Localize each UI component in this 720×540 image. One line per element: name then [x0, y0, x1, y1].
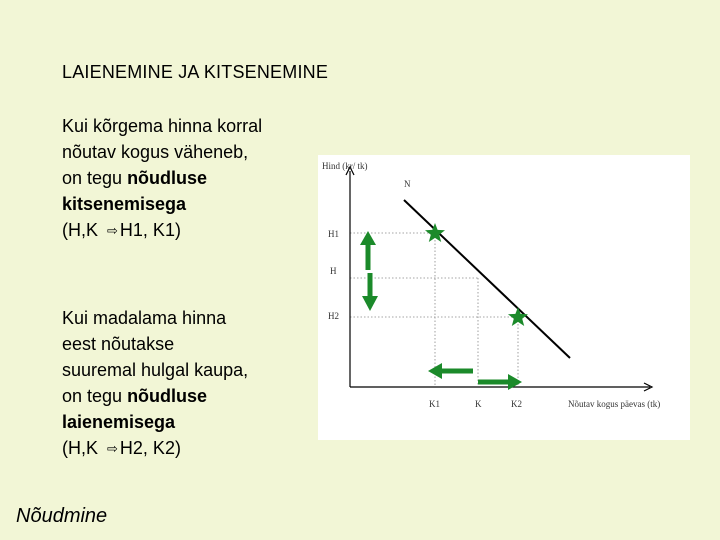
- contraction-notation-end: H1, K1): [119, 220, 181, 240]
- expansion-term-1: nõudluse: [127, 386, 208, 406]
- y-axis-label: Hind (kr/ tk): [322, 161, 368, 171]
- guide-lines: [350, 233, 518, 387]
- contraction-term-1: nõudluse: [127, 168, 208, 188]
- expansion-notation: [62, 435, 322, 462]
- contraction-line-1: Kui kõrgema hinna korral: [62, 116, 263, 136]
- quantity-label-k1: K1: [429, 399, 440, 409]
- right-arrow-icon: ⇨: [107, 223, 118, 238]
- star-point-h2k2: [508, 307, 528, 326]
- quantity-label-k2: K2: [511, 399, 522, 409]
- expansion-line-4: [62, 383, 322, 409]
- contraction-line-3-text: on tegu: [62, 168, 128, 188]
- expansion-notation-end: H2, K2): [119, 438, 181, 458]
- expansion-line-5: [62, 409, 322, 435]
- footer-label: Nõudmine: [16, 505, 108, 527]
- expansion-line-3: suuremal hulgal kaupa,: [62, 360, 249, 380]
- contraction-notation-start: (H,K: [62, 220, 104, 240]
- price-label-h2: H2: [328, 311, 339, 321]
- demand-diagram: [318, 155, 690, 440]
- price-up-arrow: [360, 231, 376, 270]
- contraction-term-2: kitsenemisega: [62, 194, 187, 214]
- expansion-notation-start: (H,K: [62, 438, 104, 458]
- quantity-label-k: K: [475, 399, 482, 409]
- price-label-h1: H1: [328, 229, 339, 239]
- price-label-h: H: [330, 266, 337, 276]
- expansion-paragraph: [62, 305, 322, 462]
- curve-label: N: [404, 179, 411, 189]
- contraction-line-4: [62, 191, 322, 217]
- price-down-arrow: [362, 273, 378, 311]
- contraction-line-2: nõutav kogus väheneb,: [62, 142, 249, 162]
- contraction-paragraph: [62, 113, 322, 244]
- quantity-right-arrow: [478, 374, 522, 390]
- star-point-h1k1: [425, 223, 445, 242]
- contraction-line-3: [62, 165, 322, 191]
- expansion-line-2: eest nõutakse: [62, 334, 175, 354]
- right-arrow-icon: ⇨: [107, 441, 118, 456]
- expansion-line-4-text: on tegu: [62, 386, 128, 406]
- contraction-notation: [62, 217, 322, 244]
- page-title: LAIENEMINE JA KITSENEMINE: [62, 62, 329, 82]
- demand-curve: [404, 200, 570, 358]
- demand-diagram-svg: [318, 155, 690, 440]
- expansion-term-2: laienemisega: [62, 412, 176, 432]
- expansion-line-1: Kui madalama hinna: [62, 308, 227, 328]
- x-axis-label: Nõutav kogus päevas (tk): [568, 399, 661, 409]
